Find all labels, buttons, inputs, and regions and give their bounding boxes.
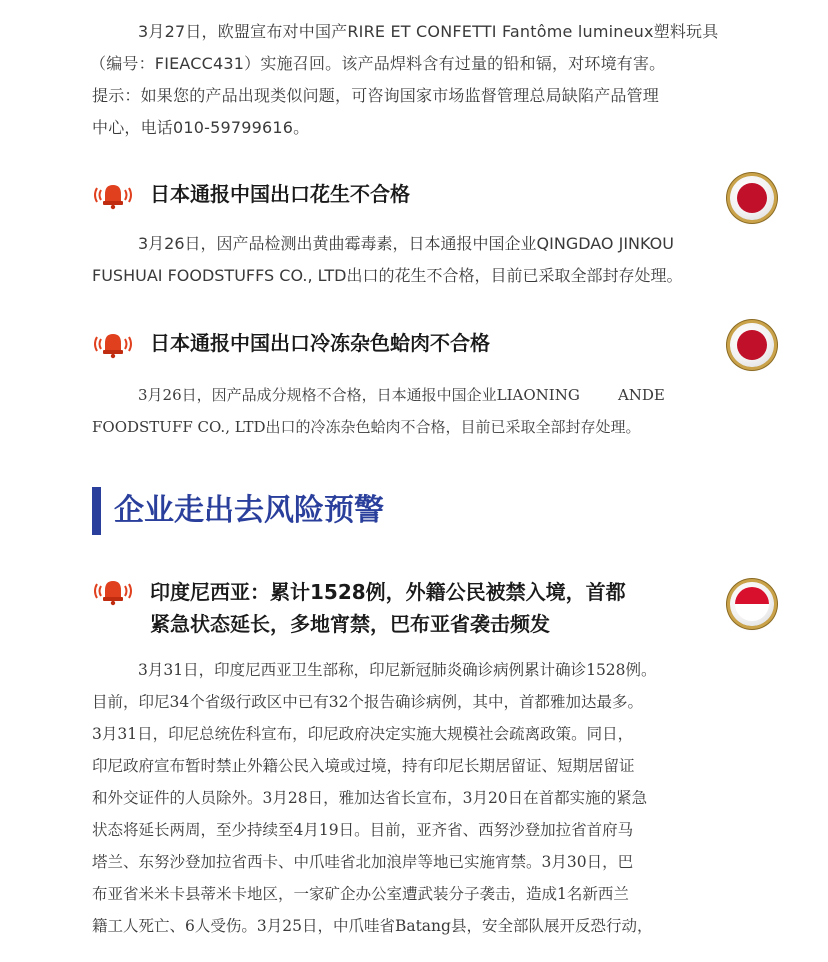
paragraph-line: FUSHUAI FOODSTUFFS CO., LTD出口的花生不合格，目前已采取全部封存处理。 xyxy=(92,266,683,285)
paragraph-line: 状态将延长两周，至少持续至4月19日。目前，亚齐省、西努沙登加拉省首府马 xyxy=(92,821,634,839)
news-item-body xyxy=(92,379,744,443)
paragraph-line: 3月31日，印度尼西亚卫生部称，印尼新冠肺炎确诊病例累计确诊1528例。 xyxy=(138,661,657,679)
section-title: 企业走出去风险预警 xyxy=(114,493,384,528)
news-item-body xyxy=(92,654,744,942)
section-accent-bar xyxy=(92,487,101,535)
news-item-header xyxy=(90,574,744,638)
japan-flag-icon xyxy=(730,176,774,220)
alarm-bell-icon xyxy=(90,329,136,359)
indonesia-flag-icon xyxy=(730,582,774,626)
paragraph-line: 中心，电话010-59799616。 xyxy=(92,118,310,137)
news-item-header xyxy=(90,176,744,220)
paragraph-line: FOODSTUFF CO., LTD出口的冷冻杂色蛤肉不合格，目前已采取全部封存处理。 xyxy=(92,418,641,436)
alarm-bell-icon xyxy=(90,180,136,210)
paragraph-line: 塔兰、东努沙登加拉省西卡、中爪哇省北加浪岸等地已实施宵禁。3月30日，巴 xyxy=(92,853,634,871)
japan-flag-icon xyxy=(730,323,774,367)
flag-disc xyxy=(735,587,769,621)
paragraph-line: 目前，印尼34个省级行政区中已有32个报告确诊病例，其中，首都雅加达最多。 xyxy=(92,693,643,711)
news-item-title: 日本通报中国出口花生不合格 xyxy=(150,182,410,206)
paragraph-line: 3月27日，欧盟宣布对中国产RIRE ET CONFETTI Fantôme lumineux塑料玩具 xyxy=(138,22,719,41)
news-item-title-line: 印度尼西亚：累计1528例，外籍公民被禁入境，首都 xyxy=(150,580,626,604)
paragraph-line: 籍工人死亡、6人受伤。3月25日，中爪哇省Batang县，安全部队展开反恐行动， xyxy=(92,917,653,935)
paragraph-line: 布亚省米米卡县蒂米卡地区，一家矿企办公室遭武装分子袭击，造成1名新西兰 xyxy=(92,885,629,903)
news-item-header xyxy=(90,325,744,369)
paragraph-line: 印尼政府宣布暂时禁止外籍公民入境或过境，持有印尼长期居留证、短期居留证 xyxy=(92,757,635,775)
paragraph-line: 3月26日，因产品检测出黄曲霉毒素，日本通报中国企业QINGDAO JINKOU xyxy=(138,234,674,253)
news-item-title-line: 紧急状态延长，多地宵禁，巴布亚省袭击频发 xyxy=(150,612,550,636)
flag-disc xyxy=(737,183,767,213)
paragraph-line: （编号：FIEACC431）实施召回。该产品焊料含有过量的铅和镉，对环境有害。 xyxy=(90,54,666,73)
news-item-body xyxy=(92,228,744,292)
paragraph-line: 3月26日，因产品成分规格不合格，日本通报中国企业LIAONING ANDE xyxy=(138,386,665,404)
news-item-title: 日本通报中国出口冷冻杂色蛤肉不合格 xyxy=(150,331,490,355)
flag-disc xyxy=(737,330,767,360)
paragraph-line: 提示：如果您的产品出现类似问题，可咨询国家市场监督管理总局缺陷产品管理 xyxy=(92,86,660,105)
paragraph-line: 3月31日，印尼总统佐科宣布，印尼政府决定实施大规模社会疏离政策。同日， xyxy=(92,725,634,743)
recall-notice-paragraph xyxy=(92,16,744,144)
paragraph-line: 和外交证件的人员除外。3月28日，雅加达省长宣布，3月20日在首都实施的紧急 xyxy=(92,789,648,807)
alarm-bell-icon xyxy=(90,576,136,606)
